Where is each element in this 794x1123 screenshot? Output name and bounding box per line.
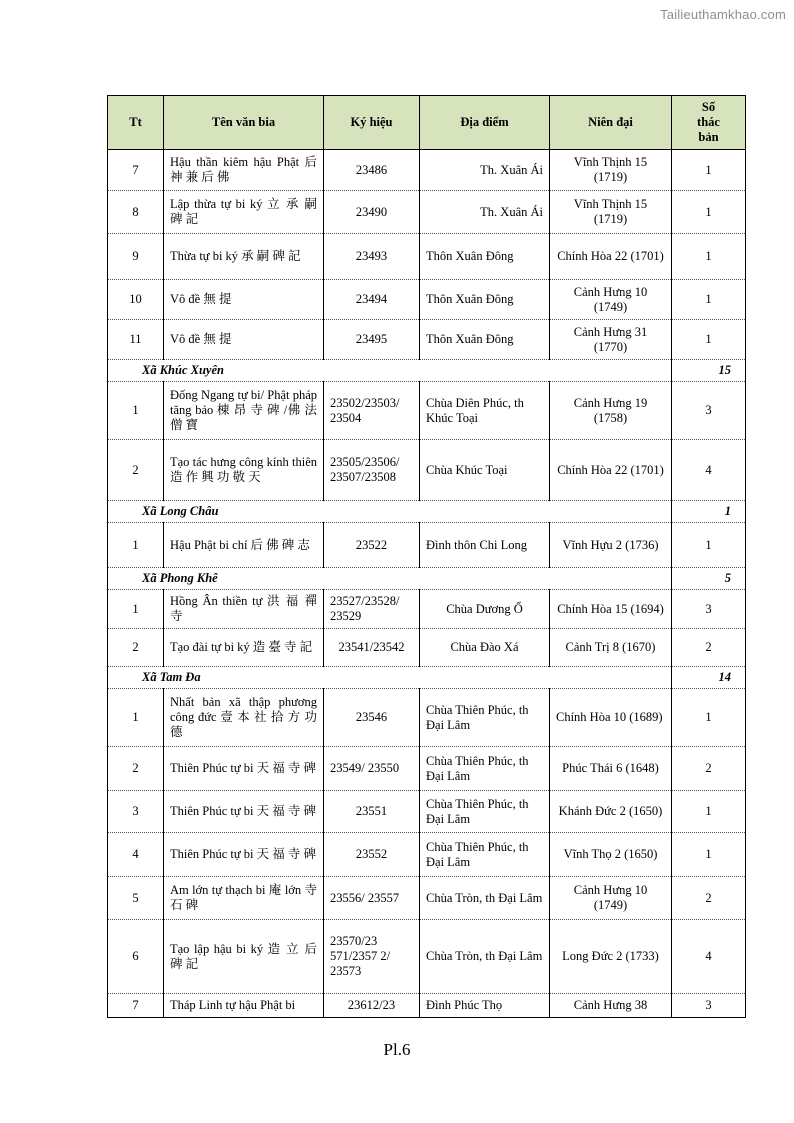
commune-name: Xã Khúc Xuyên: [108, 360, 672, 382]
table-header-row: [108, 96, 746, 150]
cell-ten-van-bia: Thiên Phúc tự bi 天 福 寺 碑: [164, 791, 324, 833]
commune-row: [108, 667, 746, 689]
cell-tt: 2: [108, 440, 164, 501]
table-row: [108, 629, 746, 667]
table-row: [108, 689, 746, 747]
cell-nien-dai: Long Đức 2 (1733): [550, 920, 672, 994]
cell-ky-hieu: 23546: [324, 689, 420, 747]
header-so-line1: Số: [701, 100, 716, 114]
cell-tt: 1: [108, 523, 164, 568]
cell-ten-van-bia: Tạo tác hưng công kính thiên 造 作 興 功 敬 天: [164, 440, 324, 501]
commune-row: [108, 360, 746, 382]
cell-ten-van-bia: Thiên Phúc tự bi 天 福 寺 碑: [164, 747, 324, 791]
cell-dia-diem: Chùa Đào Xá: [420, 629, 550, 667]
cell-nien-dai: Cảnh Trị 8 (1670): [550, 629, 672, 667]
cell-tt: 2: [108, 747, 164, 791]
cell-dia-diem: Chùa Thiên Phúc, th Đại Lâm: [420, 747, 550, 791]
cell-ky-hieu: 23522: [324, 523, 420, 568]
header-ten-van-bia: Tên văn bia: [164, 96, 324, 150]
table-row: [108, 234, 746, 280]
commune-row: [108, 568, 746, 590]
cell-tt: 6: [108, 920, 164, 994]
cell-tt: 8: [108, 191, 164, 234]
cell-tt: 9: [108, 234, 164, 280]
cell-nien-dai: Cảnh Hưng 10 (1749): [550, 877, 672, 920]
cell-so-thac-ban: 3: [672, 994, 746, 1018]
cell-so-thac-ban: 4: [672, 920, 746, 994]
cell-tt: 7: [108, 150, 164, 191]
cell-ky-hieu: 23490: [324, 191, 420, 234]
cell-ky-hieu: 23556/ 23557: [324, 877, 420, 920]
cell-so-thac-ban: 1: [672, 689, 746, 747]
header-dia-diem: Địa điểm: [420, 96, 550, 150]
header-so-line3: bản: [698, 130, 719, 144]
table-row: [108, 920, 746, 994]
cell-dia-diem: Th. Xuân Ái: [420, 150, 550, 191]
table-row: [108, 791, 746, 833]
cell-ten-van-bia: Vô đề 無 提: [164, 320, 324, 360]
cell-ten-van-bia: Thừa tự bi ký 承 嗣 碑 記: [164, 234, 324, 280]
table-row: [108, 191, 746, 234]
cell-dia-diem: Thôn Xuân Đông: [420, 280, 550, 320]
cell-so-thac-ban: 3: [672, 590, 746, 629]
cell-ky-hieu: 23552: [324, 833, 420, 877]
cell-nien-dai: Cảnh Hưng 10 (1749): [550, 280, 672, 320]
watermark: Tailieuthamkhao.com: [660, 7, 786, 22]
cell-so-thac-ban: 1: [672, 150, 746, 191]
cell-dia-diem: Th. Xuân Ái: [420, 191, 550, 234]
cell-so-thac-ban: 2: [672, 747, 746, 791]
table-row: [108, 523, 746, 568]
table-row: [108, 747, 746, 791]
cell-tt: 5: [108, 877, 164, 920]
cell-tt: 7: [108, 994, 164, 1018]
cell-tt: 1: [108, 590, 164, 629]
cell-tt: 10: [108, 280, 164, 320]
monument-table: [107, 95, 746, 1018]
commune-total: 14: [672, 667, 746, 689]
cell-nien-dai: Cảnh Hưng 19 (1758): [550, 382, 672, 440]
cell-ky-hieu: 23612/23: [324, 994, 420, 1018]
table-row: [108, 320, 746, 360]
table-row: [108, 280, 746, 320]
cell-so-thac-ban: 1: [672, 280, 746, 320]
cell-tt: 1: [108, 382, 164, 440]
cell-ky-hieu: 23493: [324, 234, 420, 280]
header-so-line2: thác: [697, 115, 720, 129]
cell-ky-hieu: 23502/23503/ 23504: [324, 382, 420, 440]
cell-dia-diem: Chùa Dương Ổ: [420, 590, 550, 629]
cell-ten-van-bia: Tạo đài tự bi ký 造 臺 寺 記: [164, 629, 324, 667]
cell-ky-hieu: 23494: [324, 280, 420, 320]
cell-ten-van-bia: Nhất bản xã thập phương công đức 壹 本 社 拾 方 功 德: [164, 689, 324, 747]
cell-nien-dai: Cảnh Hưng 31 (1770): [550, 320, 672, 360]
cell-nien-dai: Chính Hòa 10 (1689): [550, 689, 672, 747]
cell-so-thac-ban: 1: [672, 791, 746, 833]
cell-dia-diem: Thôn Xuân Đông: [420, 234, 550, 280]
cell-so-thac-ban: 2: [672, 629, 746, 667]
cell-tt: 11: [108, 320, 164, 360]
table-row: [108, 994, 746, 1018]
table-row: [108, 440, 746, 501]
header-tt: Tt: [108, 96, 164, 150]
cell-ten-van-bia: Tạo lập hậu bi ký 造 立 后 碑 記: [164, 920, 324, 994]
header-nien-dai: Niên đại: [550, 96, 672, 150]
page-number: Pl.6: [383, 1040, 411, 1059]
commune-name: Xã Tam Đa: [108, 667, 672, 689]
cell-nien-dai: Vĩnh Hựu 2 (1736): [550, 523, 672, 568]
table-row: [108, 833, 746, 877]
commune-row: [108, 501, 746, 523]
table-row: [108, 382, 746, 440]
commune-total: 5: [672, 568, 746, 590]
cell-tt: 1: [108, 689, 164, 747]
table-body: [108, 150, 746, 1018]
cell-nien-dai: Vĩnh Thịnh 15 (1719): [550, 191, 672, 234]
commune-name: Xã Long Châu: [108, 501, 672, 523]
cell-dia-diem: Chùa Thiên Phúc, th Đại Lâm: [420, 689, 550, 747]
cell-nien-dai: Cảnh Hưng 38: [550, 994, 672, 1018]
cell-nien-dai: Khánh Đức 2 (1650): [550, 791, 672, 833]
commune-total: 15: [672, 360, 746, 382]
cell-nien-dai: Vĩnh Thọ 2 (1650): [550, 833, 672, 877]
cell-dia-diem: Thôn Xuân Đông: [420, 320, 550, 360]
cell-ky-hieu: 23541/23542: [324, 629, 420, 667]
cell-nien-dai: Phúc Thái 6 (1648): [550, 747, 672, 791]
cell-dia-diem: Chùa Thiên Phúc, th Đại Lâm: [420, 833, 550, 877]
table-row: [108, 590, 746, 629]
cell-ten-van-bia: Hậu thần kiêm hậu Phật 后 神 兼 后 佛: [164, 150, 324, 191]
cell-ten-van-bia: Tháp Linh tự hậu Phật bi: [164, 994, 324, 1018]
cell-ten-van-bia: Vô đề 無 提: [164, 280, 324, 320]
cell-so-thac-ban: 3: [672, 382, 746, 440]
cell-dia-diem: Chùa Tròn, th Đại Lâm: [420, 877, 550, 920]
cell-ten-van-bia: Hậu Phật bi chí 后 佛 碑 志: [164, 523, 324, 568]
cell-dia-diem: Chùa Diên Phúc, th Khúc Toại: [420, 382, 550, 440]
cell-so-thac-ban: 2: [672, 877, 746, 920]
cell-ky-hieu: 23486: [324, 150, 420, 191]
commune-name: Xã Phong Khê: [108, 568, 672, 590]
cell-nien-dai: Vĩnh Thịnh 15 (1719): [550, 150, 672, 191]
cell-dia-diem: Chùa Thiên Phúc, th Đại Lâm: [420, 791, 550, 833]
cell-ky-hieu: 23549/ 23550: [324, 747, 420, 791]
cell-tt: 2: [108, 629, 164, 667]
cell-ten-van-bia: Lập thừa tự bi ký 立 承 嗣 碑 記: [164, 191, 324, 234]
cell-ky-hieu: 23495: [324, 320, 420, 360]
table-row: [108, 150, 746, 191]
cell-ky-hieu: 23570/23 571/2357 2/ 23573: [324, 920, 420, 994]
cell-ten-van-bia: Am lớn tự thạch bi 庵 lớn 寺 石 碑: [164, 877, 324, 920]
header-ky-hieu: Ký hiệu: [324, 96, 420, 150]
cell-dia-diem: Đình Phúc Thọ: [420, 994, 550, 1018]
cell-so-thac-ban: 4: [672, 440, 746, 501]
cell-tt: 4: [108, 833, 164, 877]
cell-nien-dai: Chính Hòa 15 (1694): [550, 590, 672, 629]
cell-dia-diem: Chùa Tròn, th Đại Lâm: [420, 920, 550, 994]
cell-so-thac-ban: 1: [672, 234, 746, 280]
cell-ten-van-bia: Hồng Ân thiền tự 洪 福 禪 寺: [164, 590, 324, 629]
table-row: [108, 877, 746, 920]
cell-tt: 3: [108, 791, 164, 833]
cell-ky-hieu: 23527/23528/ 23529: [324, 590, 420, 629]
cell-ky-hieu: 23551: [324, 791, 420, 833]
cell-nien-dai: Chính Hòa 22 (1701): [550, 234, 672, 280]
cell-dia-diem: Chùa Khúc Toại: [420, 440, 550, 501]
cell-ten-van-bia: Thiên Phúc tự bi 天 福 寺 碑: [164, 833, 324, 877]
cell-so-thac-ban: 1: [672, 191, 746, 234]
header-so-thac-ban: [672, 96, 746, 150]
cell-ky-hieu: 23505/23506/ 23507/23508: [324, 440, 420, 501]
cell-so-thac-ban: 1: [672, 320, 746, 360]
cell-so-thac-ban: 1: [672, 523, 746, 568]
commune-total: 1: [672, 501, 746, 523]
cell-dia-diem: Đình thôn Chi Long: [420, 523, 550, 568]
cell-nien-dai: Chính Hòa 22 (1701): [550, 440, 672, 501]
cell-ten-van-bia: Đống Ngang tự bi/ Phật pháp tăng bảo 棟 昂 寺 碑 /佛 法 僧 寶: [164, 382, 324, 440]
cell-so-thac-ban: 1: [672, 833, 746, 877]
